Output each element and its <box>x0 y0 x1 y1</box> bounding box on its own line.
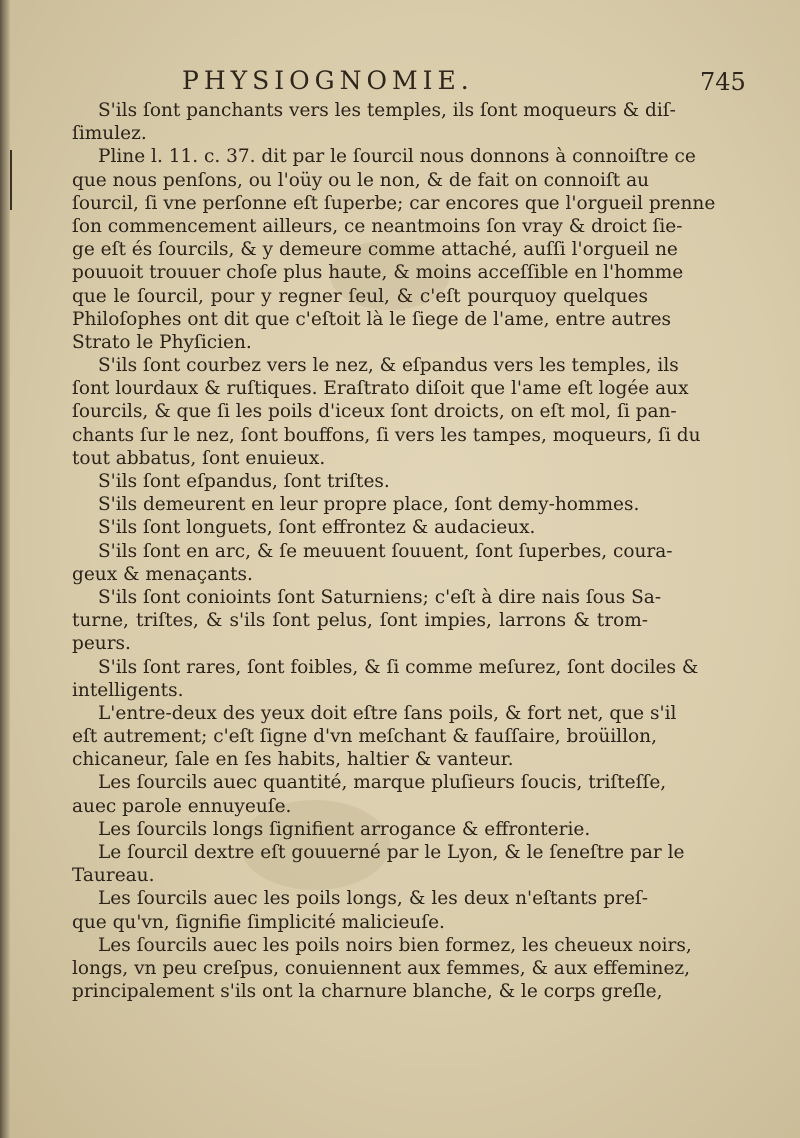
gutter-mark <box>10 150 12 210</box>
text-line: chants ſur le nez, ſont bouffons, ſi vers les tampes, moqueurs, ſi du <box>72 424 701 446</box>
running-title: PHYSIOGNOMIE. <box>182 66 474 95</box>
text-line: ſon commencement ailleurs, ce neantmoins ſon vray & droict ſie- <box>72 215 683 237</box>
text-line: S'ils ſont longuets, ſont effrontez & audacieux. <box>98 517 536 539</box>
text-line: Philoſophes ont dit que c'eſtoit là le ſiege de l'ame, entre autres <box>72 308 672 330</box>
text-line: intelligents. <box>72 679 184 701</box>
text-line: Pline l. 11. c. 37. dit par le ſourcil nous donnons à connoiſtre ce <box>98 146 696 168</box>
text-line: eſt autrement; c'eſt ſigne d'vn meſchant & fauſſaire, broüillon, <box>72 726 657 748</box>
page-header <box>0 64 800 104</box>
text-line: que qu'vn, ſignifie ſimplicité malicieuſe. <box>72 911 445 933</box>
text-line: tout abbatus, ſont enuieux. <box>72 447 326 469</box>
text-line: Le ſourcil dextre eſt gouuerné par le Lyon, & le ſeneſtre par le <box>98 842 685 863</box>
body-text <box>72 99 716 1059</box>
text-line: S'ils ſont panchants vers les temples, ils ſont moqueurs & diſ- <box>98 100 676 121</box>
text-line: S'ils demeurent en leur propre place, ſont demy-hommes. <box>98 494 640 516</box>
text-line: que le ſourcil, pour y regner ſeul, & c'eſt pourquoy quelques <box>72 285 648 307</box>
text-line: chicaneur, ſale en ſes habits, haltier & vanteur. <box>72 749 514 771</box>
text-line: Taureau. <box>72 865 155 887</box>
text-line: geux & menaçants. <box>72 563 253 585</box>
text-line: S'ils ſont en arc, & ſe meuuent ſouuent, ſont ſuperbes, coura- <box>98 540 673 562</box>
text-line: Strato le Phyſicien. <box>72 331 252 353</box>
text-line: ſimulez. <box>72 123 147 145</box>
text-line: principalement s'ils ont la charnure blanche, & le corps greſle, <box>72 981 663 1003</box>
text-line: ſont lourdaux & ruſtiques. Eraſtrato diſoit que l'ame eſt logée aux <box>72 378 689 400</box>
text-line: Les ſourcils auec quantité, marque pluſieurs ſoucis, triſteſſe, <box>98 772 667 794</box>
text-line: Les ſourcils longs ſignifient arrogance & effronterie. <box>98 818 591 840</box>
text-line: L'entre-deux des yeux doit eſtre ſans poils, & fort net, que s'il <box>98 702 677 724</box>
text-line: S'ils ſont conioints ſont Saturniens; c'eſt à dire nais ſous Sa- <box>98 586 662 608</box>
text-line: pouuoit trouuer choſe plus haute, & moins acceſſible en l'homme <box>72 262 684 284</box>
text-line: Les ſourcils auec les poils longs, & les deux n'eſtants preſ- <box>98 888 648 910</box>
text-line: S'ils ſont rares, ſont foibles, & ſi comme meſurez, ſont dociles & <box>98 656 699 678</box>
text-line: ſourcil, ſi vne perſonne eſt ſuperbe; car encores que l'orgueil prenne <box>72 192 716 214</box>
page-number: 745 <box>700 68 746 96</box>
text-line: Les ſourcils auec les poils noirs bien formez, les cheueux noirs, <box>98 934 692 956</box>
binding-gutter <box>0 0 10 1138</box>
text-line: longs, vn peu creſpus, conuiennent aux femmes, & aux effeminez, <box>72 957 691 979</box>
text-line: que nous penſons, ou l'oüy ou le non, & de fait on connoiſt au <box>72 169 650 191</box>
text-line: S'ils ſont courbez vers le nez, & eſpandus vers les temples, ils <box>98 355 679 377</box>
text-line: ſourcils, & que ſi les poils d'iceux ſont droicts, on eſt mol, ſi pan- <box>72 401 677 423</box>
text-line: ge eſt és ſourcils, & y demeure comme attaché, auſſi l'orgueil ne <box>72 239 678 261</box>
text-line: auec parole ennuyeuſe. <box>72 795 292 817</box>
text-line: turne, triſtes, & s'ils ſont pelus, ſont impies, larrons & trom- <box>72 610 648 632</box>
text-line: peurs. <box>72 633 131 655</box>
text-line: S'ils ſont eſpandus, ſont triſtes. <box>98 471 390 492</box>
